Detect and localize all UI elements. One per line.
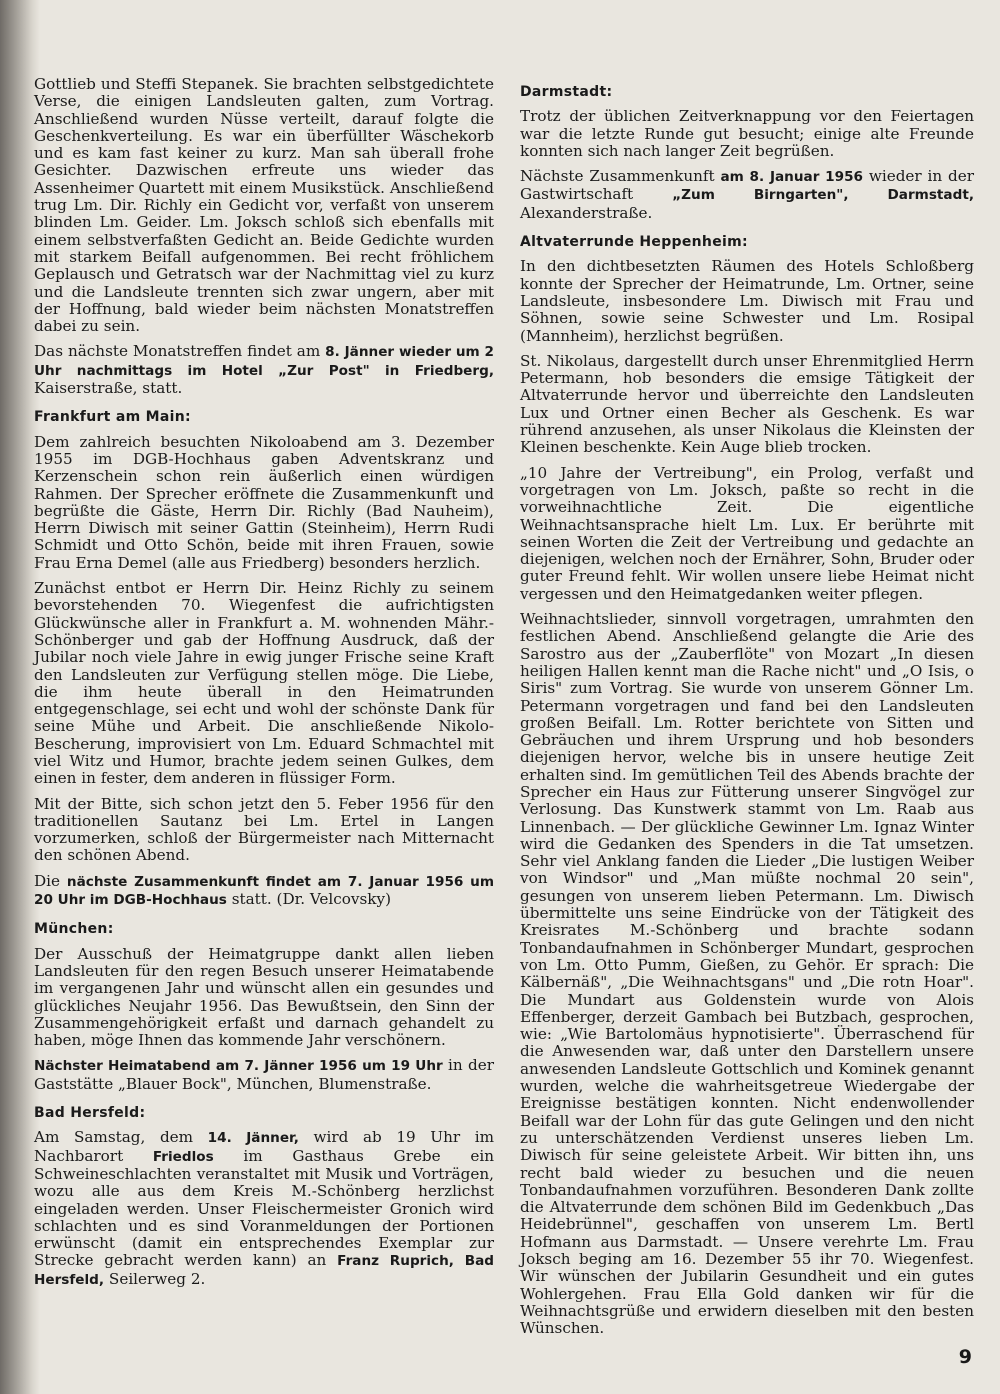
bad-hersfeld-paragraph: Am Samstag, dem 14. Jänner, wird ab 19 Uhr im Nachbarort Friedlos im Gasthaus Grebe ein Schweineschlachten veranstaltet mit Musik und Vorträgen, wozu alle aus dem Kreis M.-Schönberg herzlichst eingeladen werden. Unser Fleischermeister Gronich wird schlachten und es sind Voranmeldungen der Portionen erwünscht (damit ein entsprechendes Exemplar zur Strecke gebracht werden kann) an Franz Ruprich, Bad Hersfeld, Seilerweg 2. [34, 1128, 494, 1288]
frankfurt-paragraph-3: Mit der Bitte, sich schon jetzt den 5. Feber 1956 für den traditionellen Sautanz bei Lm. Ertel in Langen vorzumerken, schloß der Bürgermeister nach Mitternacht den schönen Abend. [34, 794, 494, 865]
frankfurt-next-meeting: Die nächste Zusammenkunft findet am 7. Januar 1956 um 20 Uhr im DGB-Hochhaus statt. (Dr. Velcovsky) [34, 871, 494, 909]
heading-darmstadt: Darmstadt: [520, 84, 613, 100]
right-column [520, 76, 974, 1345]
heading-bad-hersfeld: Bad Hersfeld: [34, 1105, 146, 1122]
muenchen-next-meeting: Nächster Heimatabend am 7. Jänner 1956 um 19 Uhr in der Gaststätte „Blauer Bock", München, Blumenstraße. [34, 1056, 494, 1093]
heading-muenchen: München: [34, 921, 114, 938]
frankfurt-paragraph-2: Zunächst entbot er Herrn Dir. Heinz Richly zu seinem bevorstehenden 70. Wiegenfest die aufrichtigsten Glückwünsche aller in Frankfurt a. M. wohnenden Mähr.-Schönberger und gab der Hoffnung Ausdruck, daß der Jubilar noch viele Jahre in ewig junger Frische seine Kraft den Landsleuten zur Verfügung stellen möge. Die Liebe, die ihm heute überall in den Heimatrunden entgegenschlage, sei echt und wohl der schönste Dank für seine Mühe und Arbeit. Die anschließende Nikolo-Bescherung, improvisiert von Lm. Eduard Schmachtel mit viel Witz und Humor, brachte jedem seinen Gulkes, dem einen in fester, dem anderen in flüssiger Form. [34, 579, 494, 788]
frankfurt-paragraph-1: Dem zahlreich besuchten Nikoloabend am 3. Dezember 1955 im DGB-Hochhaus gaben Adventskranz und Kerzenschein schon rein äußerlich einen würdigen Rahmen. Der Sprecher eröffnete die Zusammenkunft und begrüßte die Gäste, Herrn Dir. Richly (Bad Nauheim), Herrn Diwisch mit seiner Gattin (Steinheim), Herrn Rudi Schmidt und Otto Schön, beide mit ihren Frauen, sowie Frau Erna Demel (alle aus Friedberg) besonders herzlich. [34, 432, 494, 572]
newsletter-page [34, 76, 974, 1366]
heppenheim-paragraph-1: In den dichtbesetzten Räumen des Hotels Schloßberg konnte der Sprecher der Heimatrunde, Lm. Ortner, seine Landsleute, insbesondere Lm. Diwisch mit Frau und Söhnen, sowie seine Schwester und Lm. Rosipal (Mannheim), herzlichst begrüßen. [520, 257, 974, 345]
heading-frankfurt: Frankfurt am Main: [34, 409, 191, 426]
friedberg-report-paragraph: Gottlieb und Steffi Stepanek. Sie brachten selbstgedichtete Verse, die einigen Landsleuten galten, zum Vortrag. Anschließend wurden Nüsse verteilt, darauf folgte die Geschenkverteilung. Es war ein überfüllter Wäschekorb und es kam fast keiner zu kurz. Man sah überall frohe Gesichter. Dazwischen erfreute uns wieder das Assenheimer Quartett mit einem Musikstück. Anschließend trug Lm. Dir. Richly ein Gedicht vor, verfaßt von unserem blinden Lm. Geider. Lm. Joksch schloß sich ebenfalls mit einem selbstverfaßten Gedicht an. Beide Gedichte wurden mit starkem Beifall aufgenommen. Bei recht fröhlichem Geplausch und Getratsch war der Nachmittag viel zu kurz und die Landsleute trennten sich zwar ungern, aber mit der Hoffnung, bald wieder beim nächsten Monatstreffen dabei zu sein. [34, 75, 494, 336]
muenchen-paragraph: Der Ausschuß der Heimatgruppe dankt allen lieben Landsleuten für den regen Besuch unserer Heimatabende im vergangenen Jahr und wünscht allen ein gesundes und glückliches Neujahr 1956. Das Bewußtsein, den Sinn der Zusammengehörigkeit erfaßt und darnach gehandelt zu haben, möge Ihnen das kommende Jahr verschönern. [34, 944, 494, 1050]
darmstadt-next-meeting: Nächste Zusammenkunft am 8. Januar 1956 wieder in der Gastwirtschaft „Zum Birngarten", Darmstadt, Alexanderstraße. [520, 167, 974, 222]
heading-altvaterrunde-heppenheim: Altvaterrunde Heppenheim: [520, 234, 748, 251]
heppenheim-paragraph-4: Weihnachtslieder, sinnvoll vorgetragen, umrahmten den festlichen Abend. Anschließend gelangte die Arie des Sarostro aus der „Zauberflöte" von Mozart „In diesen heiligen Hallen kennt man die Rache nicht" und „O Isis, o Siris" zum Vortrag. Sie wurde von unserem Gönner Lm. Petermann vorgetragen und fand bei den Landsleuten großen Beifall. Lm. Rotter berichtete von Sitten und Gebräuchen und ihrem Ursprung und hob besonders diejenigen hervor, welche bis in unsere heutige Zeit erhalten sind. Im gemütlichen Teil des Abends brachte der Sprecher ein Haus zur Fütterung unserer Singvögel zur Verlosung. Das Kunstwerk stammt von Lm. Raab aus Linnenbach. — Der glückliche Gewinner Lm. Ignaz Winter wird die Gedanken des Spenders in die Tat umsetzen. Sehr viel Anklang fanden die Lieder „Die lustigen Weiber von Windsor" und „Man müßte nochmal 20 sein", gesungen von unserem lieben Petermann. Lm. Diwisch übermittelte uns seine Eindrücke von der Tätigkeit des Kreisrates M.-Schönberg und brachte sodann Tonbandaufnahmen in Schönberger Mundart, gesprochen von Lm. Otto Pumm, Gießen, zu Gehör. Er sprach: Die Kälbernäß", „Die Weihnachtsgans" und „Die rotn Hoar". Die Mundart aus Goldenstein wurde von Alois Effenberger, derzeit Gambach bei Butzbach, gesprochen, wie: „Wie Bartolomäus hypnotisierte". Überraschend für die Anwesenden war, daß unter den Darstellern unsere anwesenden Landsleute Gottschlich und Kominek genannt wurden, welche die wahrheitsgetreue Wiedergabe der Ereignisse bestätigen konnten. Nicht endenwollender Beifall war der Lohn für das gute Gelingen und den nicht zu unterschätzenden Verdienst unseres lieben Lm. Diwisch für seine geleistete Arbeit. Wir bitten ihn, uns recht bald wieder zu besuchen und die neuen Tonbandaufnahmen vorzuführen. Besonderen Dank zollte die Altvaterrunde dem schönen Bild im Gedenkbuch „Das Heidebrünnel", geschaffen von unserem Lm. Bertl Hofmann aus Darmstadt. — Unsere verehrte Lm. Frau Joksch beging am 16. Dezember 55 ihr 70. Wiegenfest. Wir wünschen der Jubilarin Gesundheit und ein gutes Wohlergehen. Frau Ella Gold danken wir für die Weihnachtsgrüße und erwidern dieselben mit den besten Wünschen. [520, 610, 974, 1338]
darmstadt-paragraph: Trotz der üblichen Zeitverknappung vor den Feiertagen war die letzte Runde gut besucht; einige alte Freunde konnten sich nach langer Zeit begrüßen. [520, 107, 974, 160]
heppenheim-paragraph-3: „10 Jahre der Vertreibung", ein Prolog, verfaßt und vorgetragen von Lm. Joksch, paßte so recht in die vorweihnachtliche Zeit. Die eigentliche Weihnachtsansprache hielt Lm. Lux. Er berührte mit seinen Worten die Zeit der Vertreibung und gedachte an diejenigen, welchen noch der Ernährer, Sohn, Bruder oder guter Freund fehlt. Wir wollen unsere liebe Heimat nicht vergessen und den Heimatgedanken weiter pflegen. [520, 463, 974, 603]
page-number: 9 [958, 1346, 972, 1368]
friedberg-next-meeting: Das nächste Monatstreffen findet am 8. Jänner wieder um 2 Uhr nachmittags im Hotel „Zur Post" in Friedberg, Kaiserstraße, statt. [34, 342, 494, 398]
left-column [34, 76, 494, 1297]
heppenheim-paragraph-2: St. Nikolaus, dargestellt durch unser Ehrenmitglied Herrn Petermann, hob besonders die emsige Tätigkeit der Altvaterrunde hervor und überreichte den Landsleuten Lux und Ortner einen Becher als Geschenk. Es war rührend anzusehen, als unser Nikolaus die Kleinsten der Kleinen beschenkte. Kein Auge blieb trocken. [520, 351, 974, 457]
